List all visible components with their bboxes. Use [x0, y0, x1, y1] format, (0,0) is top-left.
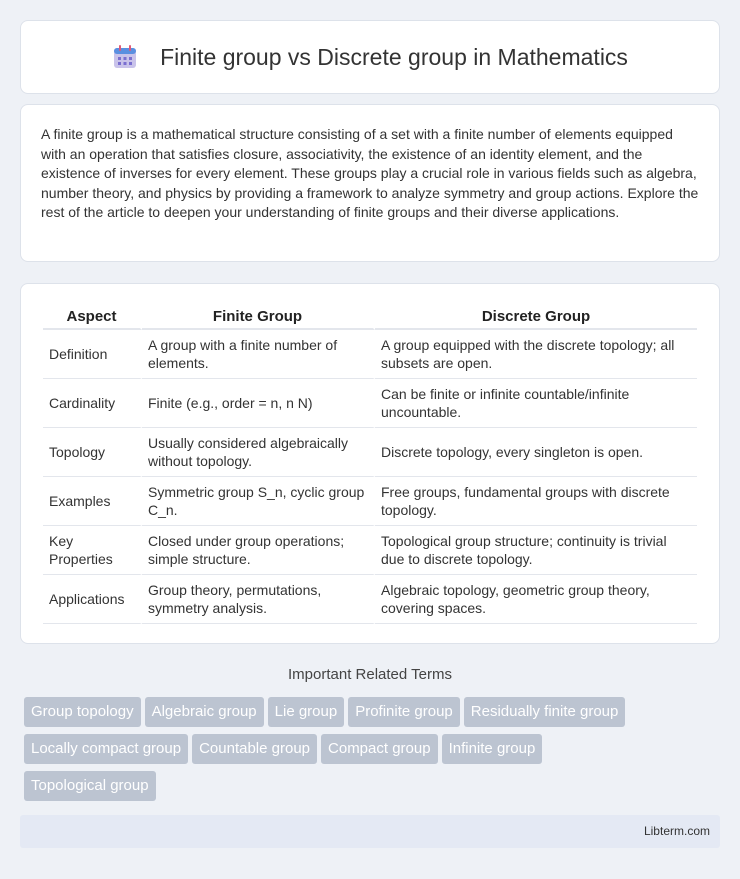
tag-topological-group[interactable]: Topological group: [24, 771, 156, 801]
row-discrete: A group equipped with the discrete topology; all subsets are open.: [375, 330, 697, 379]
footer-site-link[interactable]: Libterm.com: [643, 824, 710, 838]
row-aspect: Definition: [43, 330, 142, 379]
tag-locally-compact-group[interactable]: Locally compact group: [24, 734, 188, 764]
row-discrete: Free groups, fundamental groups with discrete topology.: [375, 477, 697, 526]
row-aspect: Topology: [43, 428, 142, 477]
related-terms-title: Important Related Terms: [288, 666, 452, 683]
row-finite: Finite (e.g., order = n, n N): [142, 379, 375, 428]
row-aspect: Cardinality: [43, 379, 142, 428]
table-header-row: [43, 304, 697, 330]
table-row: [43, 477, 697, 526]
header-discrete-group: Discrete Group: [375, 304, 697, 330]
row-aspect: Key Properties: [43, 526, 142, 575]
row-discrete: Discrete topology, every singleton is open.: [375, 428, 697, 477]
intro-paragraph: A finite group is a mathematical structure consisting of a set with a finite number of elements equipped with an operation that satisfies closure, associativity, the existence of an identity element, and the existence of inverses for every element. These groups play a crucial role in various fields such as algebra, number theory, and physics by providing a framework to analyze symmetry and group actions. Explore the rest of the article to deepen your understanding of finite groups and their diverse applications.: [41, 126, 699, 220]
header-finite-group: Finite Group: [142, 304, 375, 330]
tag-countable-group[interactable]: Countable group: [192, 734, 317, 764]
related-tags: [24, 697, 724, 808]
row-finite: Group theory, permutations, symmetry analysis.: [142, 575, 375, 624]
calendar-icon: [112, 44, 138, 70]
header-card: [20, 20, 720, 94]
table-row: [43, 526, 697, 575]
tag-algebraic-group[interactable]: Algebraic group: [145, 697, 264, 727]
row-aspect: Examples: [43, 477, 142, 526]
row-discrete: Algebraic topology, geometric group theory, covering spaces.: [375, 575, 697, 624]
row-finite: Symmetric group S_n, cyclic group C_n.: [142, 477, 375, 526]
comparison-table: [43, 304, 697, 624]
row-finite: Usually considered algebraically without topology.: [142, 428, 375, 477]
tag-residually-finite-group[interactable]: Residually finite group: [464, 697, 626, 727]
table-row: [43, 379, 697, 428]
intro-card: [20, 104, 720, 262]
header-aspect: Aspect: [43, 304, 142, 330]
page-title: Finite group vs Discrete group in Mathematics: [160, 43, 628, 70]
comparison-card: [20, 283, 720, 644]
tag-infinite-group[interactable]: Infinite group: [442, 734, 543, 764]
footer: [20, 815, 720, 848]
row-discrete: Can be finite or infinite countable/infinite uncountable.: [375, 379, 697, 428]
table-row: [43, 575, 697, 624]
row-aspect: Applications: [43, 575, 142, 624]
row-discrete: Topological group structure; continuity is trivial due to discrete topology.: [375, 526, 697, 575]
row-finite: Closed under group operations; simple structure.: [142, 526, 375, 575]
table-row: [43, 330, 697, 379]
row-finite: A group with a finite number of elements.: [142, 330, 375, 379]
tag-group-topology[interactable]: Group topology: [24, 697, 141, 727]
table-row: [43, 428, 697, 477]
tag-lie-group[interactable]: Lie group: [268, 697, 345, 727]
tag-compact-group[interactable]: Compact group: [321, 734, 438, 764]
tag-profinite-group[interactable]: Profinite group: [348, 697, 460, 727]
